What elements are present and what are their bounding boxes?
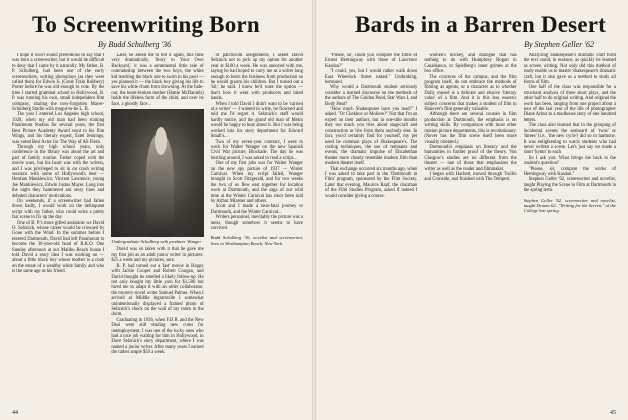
paragraph: The year I entered Los Angeles high school, 1928, when my old man had been running Paramount Studios for several years, the first Best Picture Academy Award went to his film Wings, and his literary expert, Estel Jennings, was voted Best Actor for The Way of All Flesh. bbox=[12, 112, 105, 145]
paragraph: Writers personnel, inevitably the picture was a mess, though somehow it seems to have survived. bbox=[210, 215, 303, 231]
left-article-columns bbox=[12, 53, 303, 356]
paragraph: I hope it won't sound pretentious to say that I was born a screenwriter, but it would be difficult to deny that I came by it naturally. My father, B. P. Schulberg, had been one of the early screenwriters, writing photoplays (as they were called then) for Edwin S. (Great Train Robbery) Porter before he was old enough to vote. By the time I started grammar school in Hollywood, B. P. was running his own, small independent film company, sharing the now-forgotten Mayer-Schulberg Studio with mogul-to-be L. B. bbox=[12, 53, 105, 113]
right-column-1 bbox=[325, 53, 417, 214]
paragraph: "Please, sir, could you compare the films of Ernest Hemingway with those of Lawrence Kasdan?" bbox=[325, 53, 418, 69]
paragraph: When I told David I didn't want to be 'carried at a writer' — I wanted to write, he frowned and told me I'd regret it. Selznick's staff would hardly notice, and the grand old man of Metro would be happy to hear about it. But I was being worked into his story department for Edward Small's... bbox=[210, 101, 303, 140]
paragraph: women's hockey, and dialogue that has nothing to do with Humphrey Bogart in Casablanca, or Spielberg's inner grimes at the box office. bbox=[424, 53, 517, 75]
paragraph: Graduating in 1936, when F.D.R. and the New Deal were still tending new cures for unemployment, I was one of the lucky ones who had a nice job waiting for him in Hollywood, in Dave Selznick's story department, where I was named a junior writer. After many years I earned the rather ample $50 a week. bbox=[111, 317, 204, 356]
right-page-number: 45 bbox=[610, 410, 616, 416]
paragraph: The concerns of the campus, and the film program itself, do not embrace the methods of filming as agents, or a character as to whether Dolly mused is a delicate and elusive 'literary value' of a film. And it is this less esoteric subject concerns that makes a student of film in Hanover's film generally valuable. bbox=[424, 74, 517, 113]
paragraph: "I could, yes, but I would rather walk down East Wheelock Street naked." Unthinking, bemused. bbox=[325, 69, 418, 86]
paragraph: David was so taken with it that he gave me my first job as an adult junior writer in pictures: $25 a week and my pictures, sure. bbox=[111, 247, 204, 264]
left-page bbox=[0, 0, 313, 420]
right-article-columns bbox=[325, 53, 616, 214]
right-author-note: Stephen Geller '62, screenwriter and novelist, taught Drama 62: "Writing for the Screen," at the College last spring. bbox=[523, 197, 616, 214]
paragraph: Analyzing Shakespeare's dramatic craft from the text could, in essence, as quickly be learned as screen writing. Not only did this method of study enable us to master Shakespeare's dramatic craft, but it also gave us a method to study all forms of film. bbox=[523, 53, 616, 86]
paragraph: One of my first jobs was for Walter Wanger on the new spy picture of 1937 — Winter Carnival. When my script failed, Wanger brought in Scott Fitzgerald, and for two weeks the two of us flew east together for location work at Dartmouth, and the saga of our wild time at the Winter Carnival has since been told by Arthur Mizener and others. bbox=[210, 161, 303, 204]
paragraph: So I ask you: What brings me back to the student's question? bbox=[523, 155, 616, 167]
right-page bbox=[315, 0, 628, 420]
paragraph: "How much Shakespeare have you read?" I asked. "Or Chekhov or Moliere?" Not that I'm an expert on their authors, but in one-title months they too much you tries about stagecraft and construction or live from them anybody else. In fact, you'd certainly find for yourself, my pet need be common plays of Shakespeare's. The cutting techniques, the use of remnants and events, the dramatic impulse of Elizabethan theater more closely resemble modern film than modern theater itself. bbox=[325, 107, 418, 167]
right-article-byline: By Stephen Geller '62 bbox=[524, 40, 594, 49]
paragraph: One of B. P.'s more gifted assistants we David O. Selznick, whose career would be crowned by Gone with the Wind. In the summer before I entered Dartmouth, David had left Paramount to become the 30-year-old head of R.K.O. One Sunday afternoon at our Malibu Beach house I told David a story idea I was working on — about a little black boy whose mother is a cook on the estate of a wealthy white family and who is the same age as his friend. bbox=[12, 220, 105, 275]
paragraph: Through my high school years, only conference in the library was about the art and part of family routine. Father coped with the movie wars, but his heart was with the writers, and I was privileged to sit in on crash writing sessions with some of Hollywood's best — Herman Mankiewicz, Vincent Lawrence, young Joe Mankiewicz, Edwin Justus Mayer. Long into the night they hammered out story lines and debated characters' motivations. bbox=[12, 144, 105, 199]
left-column-3 bbox=[211, 53, 303, 356]
paragraph: On weekends, if a screenwriter had fallen down badly, I would work on the delinquent script with my father, who could write a pretty fair scene to fix up the day. bbox=[12, 198, 105, 221]
paragraph: I began with Hachett, moved through Trollio and Cronside, and finished with The Tempest. bbox=[424, 171, 517, 183]
left-article-title: To Screenwriting Born bbox=[32, 12, 260, 37]
left-author-note: Budd Schulberg '36, novelist and screenwriter, lives in Westhampton Beach, New York. bbox=[210, 235, 303, 246]
paragraph: of patchwork assignments, I asked David Selznick not to pick up my option for another year at $100 a week. He was annoyed with me, saying he had hoped to carry me as a writer long enough to learn the business from production so he would groom his children. But I turned out a 'hit,' he said. I knew he'd want the option — that's how it went with producers and hired hands. bbox=[210, 53, 303, 102]
schulberg-photo bbox=[111, 109, 203, 237]
right-article-title: Bards in a Barren Desert bbox=[355, 12, 606, 37]
right-column-2 bbox=[424, 53, 516, 214]
left-column-2 bbox=[111, 53, 203, 356]
left-page-number: 44 bbox=[12, 410, 18, 416]
paragraph: Scott and I made a near-fatal journey to Dartmouth, and the Winter Carnival... bbox=[210, 204, 303, 215]
paragraph: Two of my seven-year contract, I went to work for Walter Wanger on the new Spanish Civil War picture, Blockade. The day he was bustling around, I was asked to read a script... bbox=[210, 139, 303, 161]
paragraph: That exchange occurred six months ago, when I was asked to take part in the 'Dartmouth in Film' program, sponsored by the Film Society. Later that evening, Maurice Rapf, the chairman of the Film Studies Program, asked if indeed I would consider giving a course. bbox=[325, 166, 418, 199]
paragraph: The class also learned that in the grouping of incidental scenes the seaboard of 'twos' or 'threes' (i.e., 'the new cycle') did so in harmony. It was enlightening to watch students who had never written a scene. Let's just say we made a short 'hymn' to each bbox=[523, 123, 616, 156]
right-column-3 bbox=[524, 53, 616, 214]
paragraph: One half of the class was responsible for a structural analysis of three short plays, and the other half to do original writing. And original the work has been, ranging from one project about a tour of the last year of the life of photographer Diane Arbus to a madhouse story of one hundred letters. bbox=[523, 85, 616, 123]
paragraph: Dartmouth's emphasis on literacy and the humanities in further proof of the theory. Von Glasgow's studies are no different from the theater — one of those that emphasizes the writer as well as the reader and filmmaker. bbox=[424, 144, 517, 172]
paragraph: Stephen Geller '62, screenwriter and novelist, taught Playing the Scene in Film at Dartmouth in the spring term. bbox=[523, 177, 616, 194]
left-column-1 bbox=[12, 53, 104, 356]
paragraph: Why would a Dartmouth student seriously consider a learned discourse on the methods of the authors of The Golden Pond, Star Wars I, and Body Heat? bbox=[325, 85, 418, 107]
paragraph: Later, he asked me to tell it again, this time very dramatically. 'Story to Your Own Backyard,' it was a sentimental little tale of comradeship between the two boys, the white kid teaching the black one to swim in his pool — yes planned it — the black boy giving his life to save his white chum from drowning. At the fade-out, the heart-broken mother (Hattie McDaniels) holds the lifeless form of the child, and over its face, a ghostly face... bbox=[111, 53, 204, 107]
paragraph: Although there are several courses in film production at Dartmouth, the emphasis is on writing skills. By comparison with most other motion picture departments, this is revolutionary. (Never has the film scene itself been more visually oriented.) bbox=[424, 112, 517, 145]
paragraph: "Please, sir, compare the works of Hemingway with Kasdan." bbox=[523, 166, 616, 177]
paragraph: B. P. had turned out a 'last' movie in Happy with Jackie Cooper and Robert Coogan, and David thought he smelled a likely follow-up. He not only bought my little yarn for $1,500 but hired me to adapt it with an older collaborator, the mystery-novel writer Samuel Palmer. When I arrived at Middle Ingramville I somewhat unintentionally displayed a framed photo of Selznick's check on the wall of my room in the dorm. bbox=[111, 263, 204, 318]
left-article-byline: By Budd Schulberg '36 bbox=[98, 40, 172, 49]
photo-face bbox=[155, 127, 167, 155]
photo-caption: Undergraduate Schulberg with producer Wanger bbox=[111, 239, 202, 245]
